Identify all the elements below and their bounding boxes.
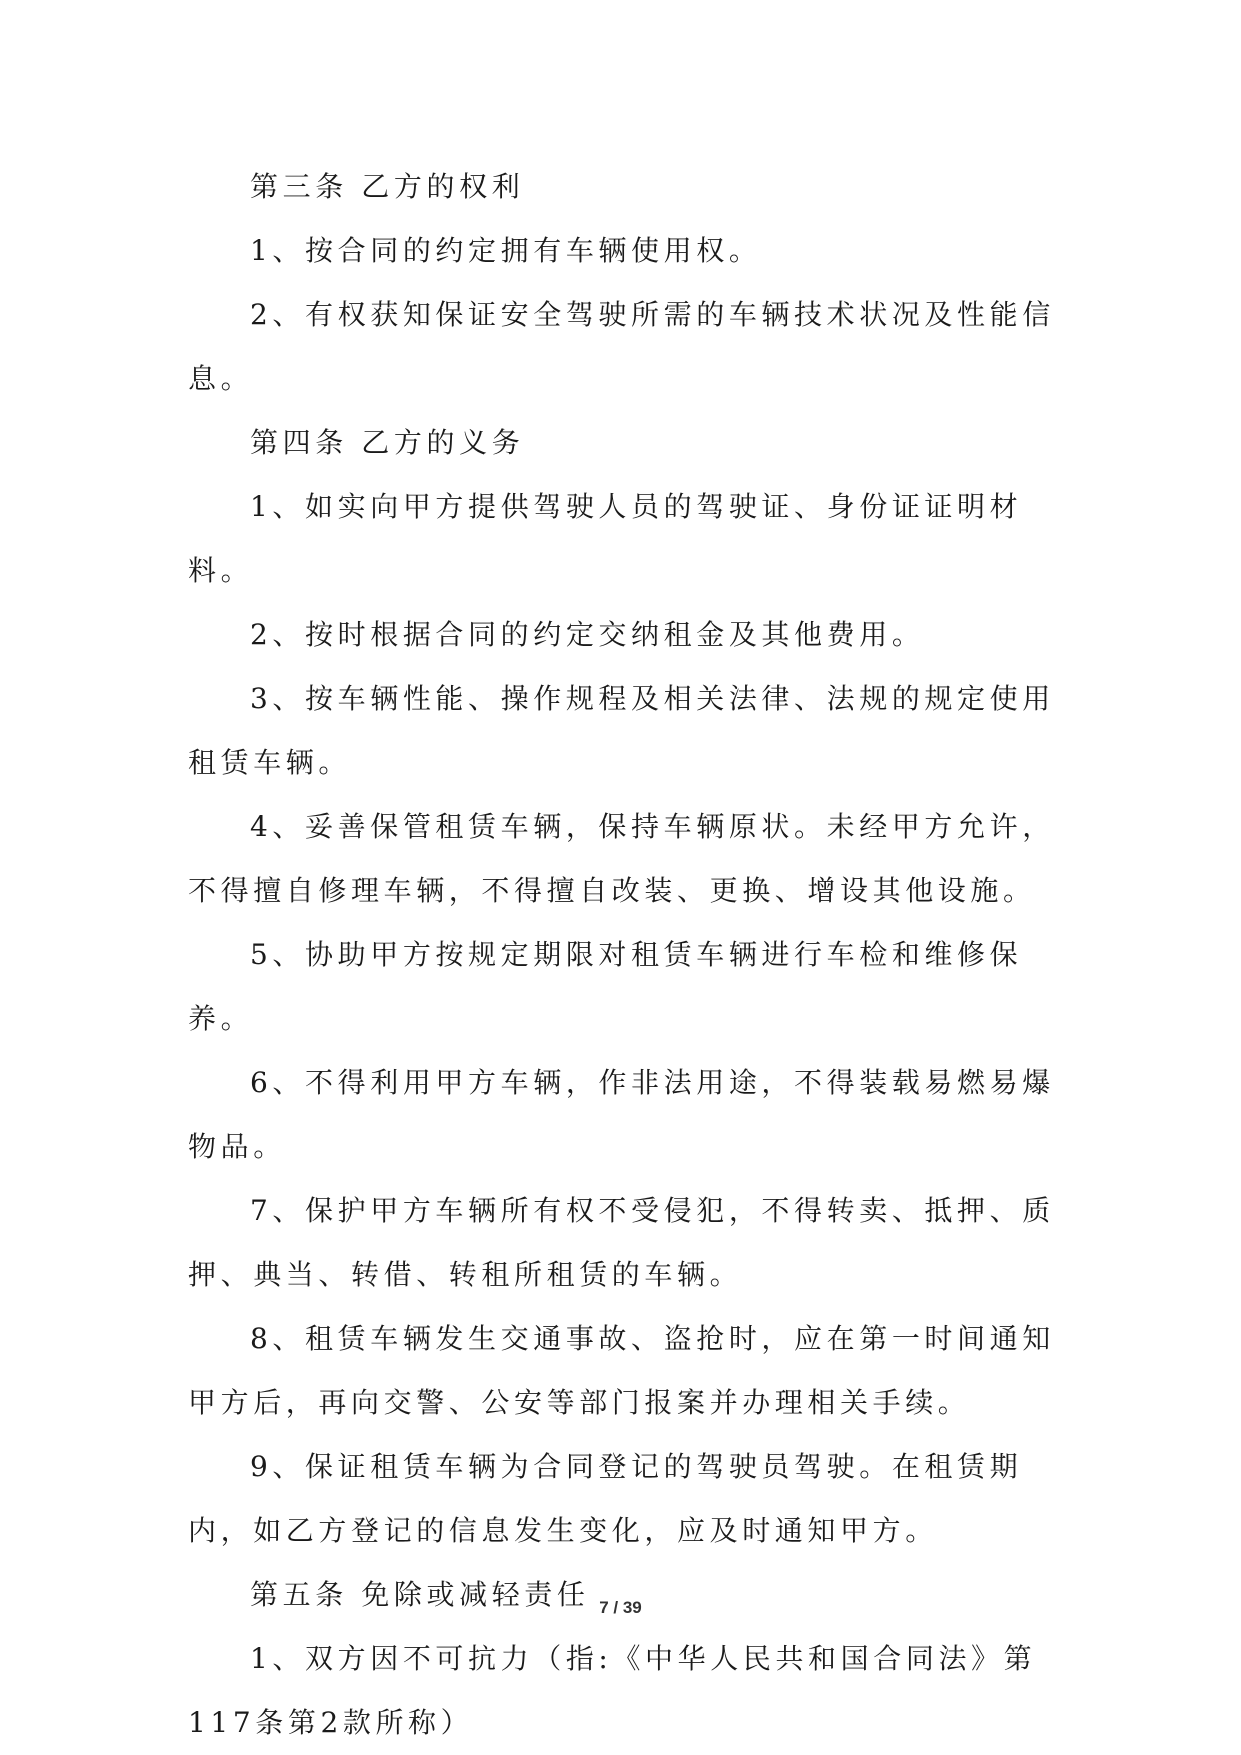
paragraph: 5、协助甲方按规定期限对租赁车辆进行车检和维修保养。 — [188, 938, 1023, 1035]
paragraph: 4、妥善保管租赁车辆，保持车辆原状。未经甲方允许，不得擅自修理车辆，不得擅自改装、更换、增设其他设施。 — [188, 810, 1055, 907]
paragraph: 7、保护甲方车辆所有权不受侵犯，不得转卖、抵押、质押、典当、转借、转租所租赁的车辆。 — [188, 1194, 1055, 1291]
article-heading: 第三条 乙方的权利 — [250, 170, 525, 203]
paragraph: 2、按时根据合同的约定交纳租金及其他费用。 — [250, 618, 925, 651]
document-body — [188, 155, 1068, 1755]
paragraph: 8、租赁车辆发生交通事故、盗抢时，应在第一时间通知甲方后，再向交警、公安等部门报案并办理相关手续。 — [188, 1322, 1055, 1419]
paragraph: 3、按车辆性能、操作规程及相关法律、法规的规定使用租赁车辆。 — [188, 682, 1055, 779]
article-heading: 第四条 乙方的义务 — [250, 426, 525, 459]
paragraph: 1、按合同的约定拥有车辆使用权。 — [250, 234, 762, 267]
paragraph: 6、不得利用甲方车辆，作非法用途，不得装载易燃易爆物品。 — [188, 1066, 1055, 1163]
paragraph: 1、双方因不可抗力（指:《中华人民共和国合同法》第117条第2款所称） — [188, 1642, 1037, 1739]
paragraph: 2、有权获知保证安全驾驶所需的车辆技术状况及性能信息。 — [188, 298, 1055, 395]
paragraph: 1、如实向甲方提供驾驶人员的驾驶证、身份证证明材料。 — [188, 490, 1023, 587]
article-heading: 第五条 免除或减轻责任 — [250, 1578, 590, 1611]
paragraph: 9、保证租赁车辆为合同登记的驾驶员驾驶。在租赁期内，如乙方登记的信息发生变化，应及时通知甲方。 — [188, 1450, 1023, 1547]
page-number: 7 / 39 — [599, 1598, 642, 1617]
